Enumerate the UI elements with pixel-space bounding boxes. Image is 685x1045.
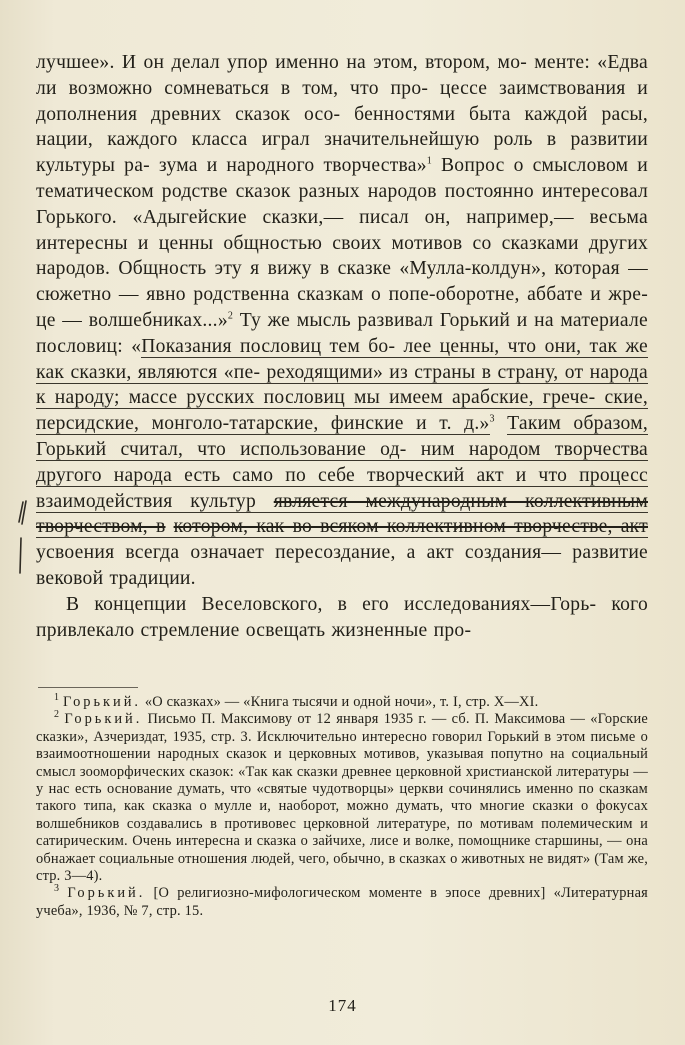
paragraph-1: лучшее». И он делал упор именно на этом, втором, мо- менте: «Едва ли возможно сомневаться в том, что про- цессе заимствования и дополнения древних сказок осо- бенностями быта каждой расы, нации, каждого класса играл значительнейшую роль в развитии культуры ра- зума и народного творчества»$^1$ Вопрос о смысловом и тематическом родстве сказок разных народов постоянно интересовал Горького. «Адыгейские сказки,— писал он, например,— весьма интересны и ценны общностью своих мотивов со сказками других народов. Общность эту я вижу в сказке «Мулла-колдун», которая — сюжетно — явно родственна сказкам о попе-оборотне, аббате и жре- це — волшебниках...»$^2$ Ту же мысль развивал Горький и на материале пословиц: «Показания пословиц тем бо- лее ценны, что они, так же как сказки, являются «пе- реходящими» из страны в страну, от народа к народу; массе русских пословиц мы имеем арабские, грече- ские, персидские, монголо-татарские, финские и т. д.»$^3$ Таким образом, Горький считал, что использование од- ним народом творчества другого народа есть само по себе творческий акт и что процесс взаимодействия культур является международным коллективным творчеством, в котором, как во всяком коллективном творчестве, акт усвоения всегда означает пересоздание, а акт создания— развитие вековой традиции. <box>36 52 649 589</box>
footnote-3: $^3$ Горький. [О религиозно-мифологическом моменте в эпосе древних] «Литературная учеба», 1936, № 7, стр. 15. <box>36 883 648 919</box>
main-text <box>36 50 648 643</box>
footnotes <box>36 694 648 920</box>
footnote-ref-1: 1 <box>426 155 433 167</box>
footnote-1: $^1$ Горький. «О сказках» — «Книга тысячи и одной ночи», т. I, стр. X—XI. <box>54 692 539 710</box>
footnote-ref-2: 2 <box>227 310 234 322</box>
footnote-ref-3: 3 <box>489 413 495 425</box>
footnote-rule <box>38 687 138 688</box>
paragraph-2: В концепции Веселовского, в его исследованиях—Горь- кого привлекало стремление освещать жизненные про- <box>36 593 648 641</box>
underlined-quote: Показания пословиц тем бо- лее ценны, что они, так же как сказки, являются «пе- реходящими» из страны в страну, от народа к народу; массе русских пословиц мы имеем арабские, грече- ские, персидские, монголо-татарские, финские и т. д.» <box>36 335 649 435</box>
margin-pencil-mark <box>14 500 28 575</box>
page-number: 174 <box>328 996 357 1015</box>
underlined-conclusion: Таким образом, Горький считал, что использование од- ним народом творчества другого народа есть само по себе творческий акт и что процесс взаимодействия культур является международным коллективным творчеством, в котором, как во всяком коллективном творчестве, акт <box>36 413 649 538</box>
footnote-2: $^2$ Горький. Письмо П. Максимову от 12 января 1935 г. — сб. П. Максимова — «Горские сказки», Азчериздат, 1935, стр. 3. Исключительно интересно говорил Горький в этом письме о взаимоотношении народных сказок и церковных мотивов, указывая попутно на социальный смысл зооморфических сказок: «Так как сказки древнее церковной христианской литературы — у нас есть основание думать, что «святые чудотворцы» церкви сочинялись именно по сказкам такого типа, как сказка о мулле и, наоборот, можно думать, что многие сказки о фокусах волшебников создавались в противовес церковной литературе, по мотивам полемическим и сатирическим. Очень интересна и сказка о зайчихе, лисе и волке, помощнике старшины, — она обнажает социальные отношения людей, чего, обычно, в сказках о животных не видят» (Там же, стр. 3—4). <box>36 709 648 885</box>
